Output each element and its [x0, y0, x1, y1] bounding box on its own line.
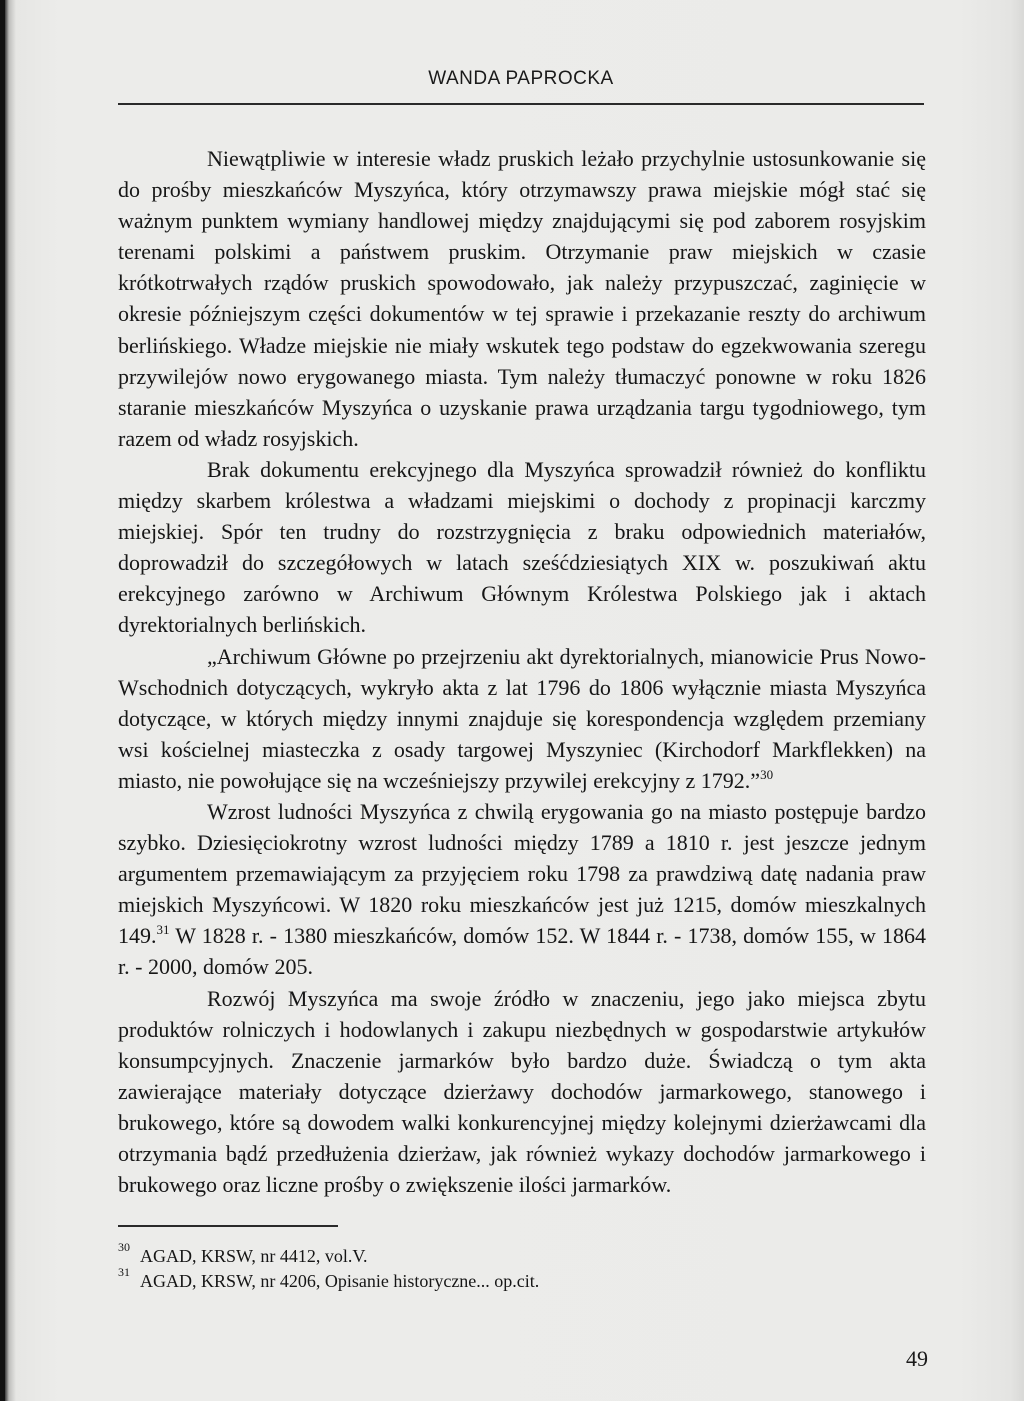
- footnote-number: 30: [118, 1240, 130, 1254]
- paragraph-text: Niewątpliwie w interesie władz pruskich leżało przychylnie ustosunkowanie się do prośby mieszkańców Myszyńca, który otrzymawszy prawa miejskie mógł stać się ważnym punktem wymiany handlowej między znajdującymi się pod zaborem rosyjskim terenami polskimi a państwem pruskim. Otrzymanie praw miejskich w czasie krótkotrwałych rządów pruskich spowodowało, jak należy przypuszczać, zaginięcie w okresie późniejszym części dokumentów w tej sprawie i przekazanie reszty do archiwum berlińskiego. Władze miejskie nie miały wskutek tego podstaw do egzekwowania szeregu przywilejów nowo erygowanego miasta. Tym należy tłumaczyć ponowne w roku 1826 staranie mieszkańców Myszyńca o uzyskanie prawa urządzania targu tygodniowego, tym razem od władz rosyjskich.: [118, 146, 926, 451]
- footnote-item: [118, 1265, 924, 1294]
- paragraph: [118, 143, 926, 454]
- book-spine-shadow: [0, 0, 5, 1401]
- page-number: 49: [906, 1346, 928, 1371]
- footnotes: [118, 1240, 924, 1294]
- footnote-text: AGAD, KRSW, nr 4206, Opisanie historyczne... op.cit.: [140, 1271, 540, 1291]
- paragraph-text: Wzrost ludności Myszyńca z chwilą erygowania go na miasto postępuje bardzo szybko. Dziesięciokrotny wzrost ludności między 1789 a 1810 r. jest jeszcze jednym argumentem przemawiającym za przyjęciem roku 1798 za prawdziwą datę nadania praw miejskich Myszyńcowi. W 1820 roku mieszkańców jest już 1215, domów mieszkalnych 149.: [118, 798, 926, 949]
- paragraph-text: Rozwój Myszyńca ma swoje źródło w znaczeniu, jego jako miejsca zbytu produktów rolniczych i hodowlanych i zakupu niezbędnych w gospodarstwie artykułów konsumpcyjnych. Znaczenie jarmarków było bardzo duże. Świadczą o tym akta zawierające materiały dotyczące dzierżawy dochodów jarmarkowego, stanowego i brukowego, które są dowodem walki konkurencyjnej między kolejnymi dzierżawcami dla otrzymania bądź przedłużenia dzierżaw, jak również wykazy dochodów jarmarkowego i brukowego oraz liczne prośby o zwiększenie ilości jarmarków.: [118, 985, 926, 1198]
- paragraph-text: Brak dokumentu erekcyjnego dla Myszyńca sprowadził również do konfliktu między skarbem królestwa a władzami miejskimi o dochody z propinacji karczmy miejskiej. Spór ten trudny do rozstrzygnięcia z braku odpowiednich materiałów, doprowadził do szczegółowych w latach sześćdziesiątych XIX w. poszukiwań aktu erekcyjnego zarówno w Archiwum Głównym Królestwa Polskiego jak i aktach dyrektorialnych berlińskich.: [118, 456, 926, 638]
- paragraph-text: „Archiwum Główne po przejrzeniu akt dyrektorialnych, mianowicie Prus Nowo-Wschodnich dotyczących, wykryło akta z lat 1796 do 1806 wyłącznie miasta Myszyńca dotyczące, w których między innymi znajduje się korespondencja względem przemiany wsi kościelnej miasteczka z osady targowej Myszyniec (Kirchodorf Markflekken) na miasto, nie powołujące się na wcześniejszy przywilej erekcyjny z 1792.”: [118, 643, 926, 793]
- footnote-reference: 31: [156, 922, 170, 938]
- footnote-item: [118, 1240, 924, 1269]
- paragraph-quote: [118, 641, 926, 796]
- footnote-reference: 30: [760, 766, 774, 782]
- paragraph: [118, 983, 926, 1201]
- footnote-separator: [118, 1225, 338, 1227]
- paragraph-text: W 1828 r. - 1380 mieszkańców, domów 152. W 1844 r. - 1738, domów 155, w 1864 r. - 2000, domów 205.: [118, 923, 926, 980]
- main-text: [118, 143, 926, 1200]
- running-head: WANDA PAPROCKA: [428, 68, 614, 89]
- footnote-text: AGAD, KRSW, nr 4412, vol.V.: [140, 1246, 368, 1266]
- paragraph: [118, 454, 926, 641]
- paragraph: [118, 796, 926, 983]
- header-rule: [118, 103, 924, 105]
- footnote-number: 31: [118, 1265, 130, 1279]
